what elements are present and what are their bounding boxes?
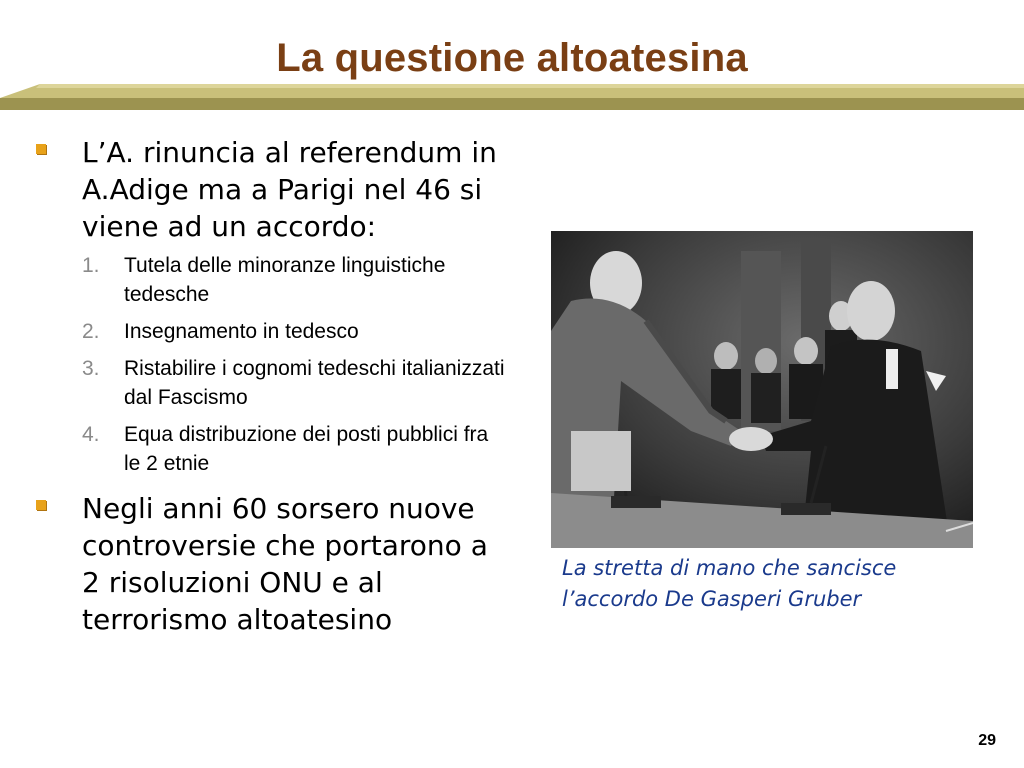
bullet-item: [30, 134, 510, 245]
item-text: Insegnamento in tedesco: [124, 320, 359, 343]
bullet-square-icon: [36, 144, 46, 154]
photo-caption: La stretta di mano che sancisce l’accordo De Gasperi Gruber: [562, 556, 897, 611]
slide-content: [30, 134, 510, 644]
item-number: 2.: [82, 320, 100, 343]
page-number: 29: [978, 732, 996, 749]
slide-title: La questione altoatesina: [276, 36, 748, 80]
title-underline-bar: [0, 84, 1024, 110]
item-number: 1.: [82, 254, 100, 277]
item-text: Equa distribuzione dei posti pubblici fra le 2 etnie: [124, 423, 489, 475]
item-number: 4.: [82, 423, 100, 446]
numbered-item: [82, 354, 510, 412]
bullet-text: L’A. rinuncia al referendum in A.Adige ma a Parigi nel 46 si viene ad un accordo:: [82, 136, 497, 243]
numbered-item: [82, 420, 510, 478]
item-text: Ristabilire i cognomi tedeschi italianizzati dal Fascismo: [124, 357, 505, 409]
bullet-item: [30, 490, 510, 638]
numbered-item: [82, 317, 510, 346]
numbered-item: [82, 251, 510, 309]
numbered-list: [82, 251, 510, 478]
handshake-photo: [551, 231, 973, 548]
item-number: 3.: [82, 357, 100, 380]
item-text: Tutela delle minoranze linguistiche tedesche: [124, 254, 446, 306]
photo-illustration: [551, 231, 973, 548]
bullet-square-icon: [36, 500, 46, 510]
bullet-text: Negli anni 60 sorsero nuove controversie che portarono a 2 risoluzioni ONU e al terrorismo altoatesino: [82, 492, 488, 636]
